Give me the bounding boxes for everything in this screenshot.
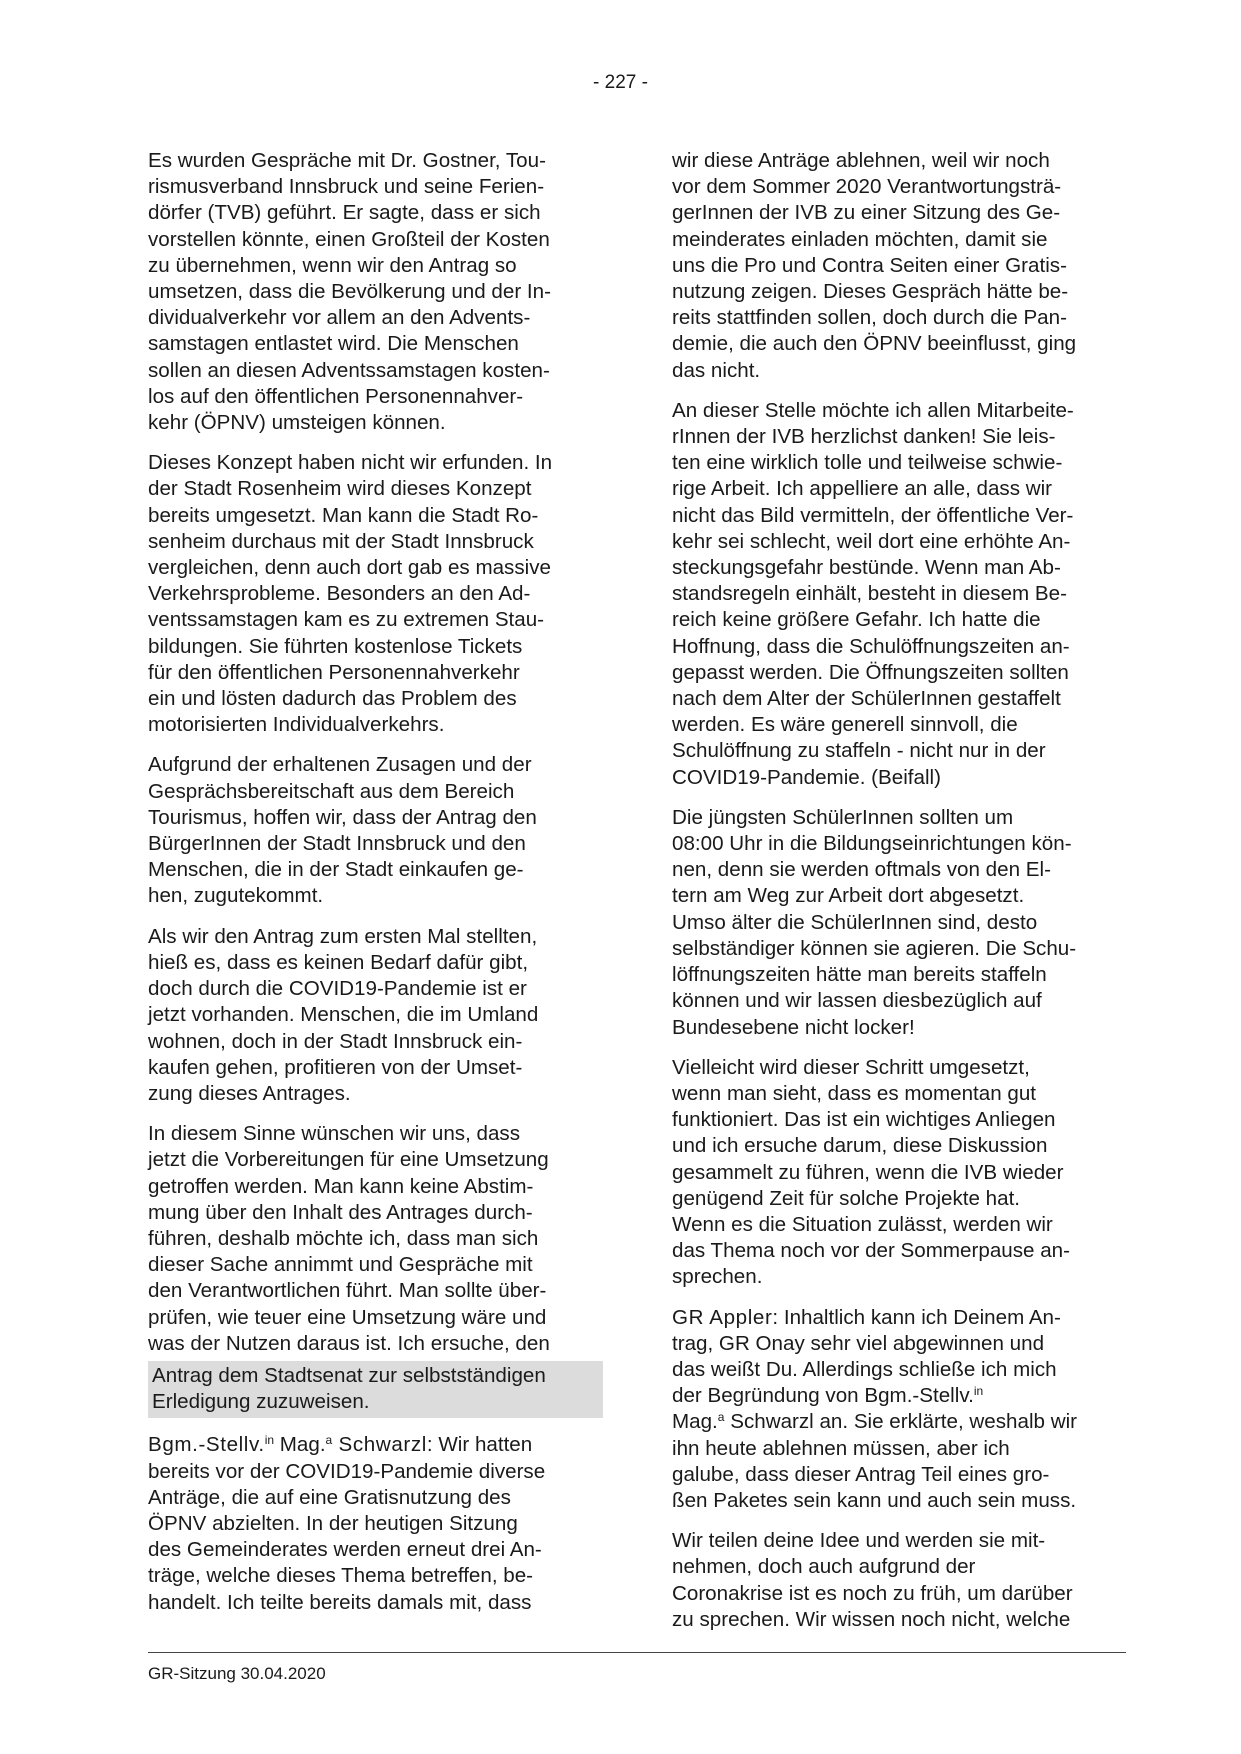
text-line: bildungen. Sie führten kostenlose Tickets — [148, 634, 523, 658]
text-line: vergleichen, denn auch dort gab es massive — [148, 556, 551, 580]
text-fragment: der Begründung von Bgm.-Stellv. — [672, 1384, 974, 1408]
text-line: Es wurden Gespräche mit Dr. Gostner, Tou- — [148, 149, 546, 172]
text-line: Erledigung zuzuweisen. — [152, 1390, 370, 1414]
speaker-line — [672, 1305, 1127, 1331]
text-line: vor dem Sommer 2020 Verantwortungsträ- — [672, 175, 1062, 199]
text-line: reits stattfinden sollen, doch durch die Pan- — [672, 306, 1067, 330]
text-line: genügend Zeit für solche Projekte hat. — [672, 1186, 1021, 1210]
left-column — [148, 148, 603, 1630]
text-fragment: : Inhaltlich kann ich Deinem An- — [772, 1305, 1061, 1329]
text-line: der Stadt Rosenheim wird dieses Konzept — [148, 477, 532, 501]
paragraph — [148, 1121, 603, 1357]
text-line: ßen Paketes sein kann und auch sein muss. — [672, 1488, 1077, 1512]
text-line: mung über den Inhalt des Antrages durch- — [148, 1200, 533, 1224]
text-line: samstagen entlastet wird. Die Menschen — [148, 332, 519, 356]
text-line: demie, die auch den ÖPNV beeinflusst, ging — [672, 332, 1077, 356]
text-fragment: Schwarzl an. Sie erklärte, weshalb wir — [724, 1410, 1078, 1434]
text-line — [672, 1383, 1127, 1409]
text-line: In diesem Sinne wünschen wir uns, dass — [148, 1122, 521, 1146]
text-line: kaufen gehen, profitieren von der Umset- — [148, 1055, 523, 1079]
text-line: das nicht. — [672, 358, 761, 382]
text-line: zu übernehmen, wenn wir den Antrag so — [148, 253, 517, 277]
paragraph — [148, 1432, 603, 1615]
text-line: werden. Es wäre generell sinnvoll, die — [672, 713, 1018, 737]
text-line: träge, welche dieses Thema betreffen, be- — [148, 1564, 534, 1588]
text-fragment: Mag. — [672, 1410, 718, 1434]
text-line: reich keine größere Gefahr. Ich hatte die — [672, 608, 1041, 632]
text-line: wohnen, doch in der Stadt Innsbruck ein- — [148, 1029, 523, 1053]
paragraph — [148, 924, 603, 1107]
text-line: senheim durchaus mit der Stadt Innsbruck — [148, 529, 534, 553]
text-line: für den öffentlichen Personennahverkehr — [148, 660, 520, 684]
text-line: Vielleicht wird dieser Schritt umgesetzt, — [672, 1055, 1030, 1079]
text-line: standsregeln einhält, besteht in diesem Be- — [672, 582, 1067, 606]
text-line: uns die Pro und Contra Seiten einer Gratis- — [672, 253, 1067, 277]
text-line: handelt. Ich teilte bereits damals mit, dass — [148, 1590, 532, 1614]
paragraph — [672, 1305, 1127, 1515]
text-line: nicht das Bild vermitteln, der öffentliche Ver- — [672, 503, 1074, 527]
text-line: umsetzen, dass die Bevölkerung und der In- — [148, 280, 551, 304]
text-line: Anträge, die auf eine Gratisnutzung des — [148, 1485, 511, 1509]
text-line: ein und lösten dadurch das Problem des — [148, 687, 517, 711]
text-line: gepasst werden. Die Öffnungszeiten sollten — [672, 660, 1069, 684]
text-line: das Thema noch vor der Sommerpause an- — [672, 1239, 1070, 1263]
text-line: kehr sei schlecht, weil dort eine erhöhte An- — [672, 529, 1071, 553]
text-line: jetzt vorhanden. Menschen, die im Umland — [148, 1003, 539, 1027]
text-line: bereits umgesetzt. Man kann die Stadt Ro- — [148, 503, 539, 527]
text-line: Als wir den Antrag zum ersten Mal stellten, — [148, 924, 538, 948]
text-line: prüfen, wie teuer eine Umsetzung wäre und — [148, 1305, 547, 1329]
text-line: 08:00 Uhr in die Bildungseinrichtungen kön- — [672, 832, 1072, 856]
text-line: selbständiger können sie agieren. Die Schu- — [672, 936, 1077, 960]
text-line: Verkehrsprobleme. Besonders an den Ad- — [148, 582, 531, 606]
text-line: meinderates einladen möchten, damit sie — [672, 227, 1048, 251]
text-line: dividualverkehr vor allem an den Advents- — [148, 306, 531, 330]
text-line: nehmen, doch auch aufgrund der — [672, 1555, 976, 1579]
text-line: jetzt die Vorbereitungen für eine Umsetzung — [148, 1148, 549, 1172]
text-line: nen, denn sie werden oftmals von den El- — [672, 858, 1051, 882]
paragraph — [672, 398, 1127, 791]
speaker-name: Bgm.-Stellv. — [148, 1433, 265, 1457]
paragraph — [672, 805, 1127, 1041]
text-line: rige Arbeit. Ich appelliere an alle, dass wir — [672, 477, 1053, 501]
superscript: a — [325, 1433, 333, 1448]
speaker-title: Mag. — [274, 1433, 326, 1457]
text-line: des Gemeinderates werden erneut drei An- — [148, 1538, 542, 1562]
text-line: rInnen der IVB herzlichst danken! Sie leis- — [672, 425, 1056, 449]
page-number: - 227 - — [593, 72, 648, 93]
speaker-name: GR Appler — [672, 1305, 773, 1329]
text-line: den Verantwortlichen führt. Man sollte über- — [148, 1279, 547, 1303]
text-line: nutzung zeigen. Dieses Gespräch hätte be- — [672, 280, 1069, 304]
text-line: Dieses Konzept haben nicht wir erfunden. In — [148, 451, 553, 475]
right-column — [672, 148, 1127, 1647]
text-line: los auf den öffentlichen Personennahver- — [148, 384, 524, 408]
text-line: Coronakrise ist es noch zu früh, um darüber — [672, 1581, 1073, 1605]
text-line: hieß es, dass es keinen Bedarf dafür gibt, — [148, 950, 529, 974]
text-line: trag, GR Onay sehr viel abgewinnen und — [672, 1331, 1045, 1355]
footer-divider — [148, 1652, 1126, 1653]
text-line: hen, zugutekommt. — [148, 884, 324, 908]
speaker-name: Schwarzl — [332, 1433, 427, 1457]
text-line: BürgerInnen der Stadt Innsbruck und den — [148, 832, 526, 856]
text-line: ihn heute ablehnen müssen, aber ich — [672, 1436, 1010, 1460]
text-line: das weißt Du. Allerdings schließe ich mich — [672, 1357, 1057, 1381]
text-line: wenn man sieht, dass es momentan gut — [672, 1081, 1037, 1105]
text-line: Wir teilen deine Idee und werden sie mit- — [672, 1529, 1046, 1553]
text-line: ÖPNV abzielten. In der heutigen Sitzung — [148, 1511, 518, 1535]
text-line: führen, deshalb möchte ich, dass man sich — [148, 1226, 539, 1250]
text-line: Antrag dem Stadtsenat zur selbstständigen — [152, 1363, 546, 1387]
text-line: funktioniert. Das ist ein wichtiges Anliegen — [672, 1108, 1056, 1132]
paragraph — [672, 1055, 1127, 1291]
text-line: rismusverband Innsbruck und seine Ferien- — [148, 175, 545, 199]
text-line: gerInnen der IVB zu einer Sitzung des Ge- — [672, 201, 1061, 225]
text-line: können und wir lassen diesbezüglich auf — [672, 989, 1042, 1013]
text-line: dörfer (TVB) geführt. Er sagte, dass er sich — [148, 201, 541, 225]
text-line: Umso älter die SchülerInnen sind, desto — [672, 910, 1038, 934]
text-line: doch durch die COVID19-Pandemie ist er — [148, 977, 527, 1001]
text-line — [672, 1409, 1127, 1435]
text-fragment: : Wir hatten — [426, 1433, 533, 1457]
text-line: was der Nutzen daraus ist. Ich ersuche, den — [148, 1331, 550, 1355]
text-line: Tourismus, hoffen wir, dass der Antrag den — [148, 805, 537, 829]
text-line: dieser Sache annimmt und Gespräche mit — [148, 1253, 533, 1277]
paragraph — [148, 148, 603, 436]
text-line: COVID19-Pandemie. (Beifall) — [672, 765, 941, 789]
text-line: nach dem Alter der SchülerInnen gestaffelt — [672, 687, 1061, 711]
text-line: wir diese Anträge ablehnen, weil wir noch — [672, 149, 1050, 172]
text-line: An dieser Stelle möchte ich allen Mitarbeite- — [672, 398, 1074, 422]
text-line: Aufgrund der erhaltenen Zusagen und der — [148, 753, 532, 777]
paragraph — [672, 1528, 1127, 1633]
text-line: gesammelt zu führen, wenn die IVB wieder — [672, 1160, 1064, 1184]
text-line: zu sprechen. Wir wissen noch nicht, welche — [672, 1607, 1071, 1631]
footer-text: GR-Sitzung 30.04.2020 — [148, 1664, 326, 1683]
text-line: steckungsgefahr bestünde. Wenn man Ab- — [672, 556, 1061, 580]
text-line: sprechen. — [672, 1265, 763, 1289]
text-line: galube, dass dieser Antrag Teil eines gro- — [672, 1462, 1050, 1486]
paragraph — [148, 752, 603, 909]
text-line: kehr (ÖPNV) umsteigen können. — [148, 411, 446, 435]
text-line: getroffen werden. Man kann keine Abstim- — [148, 1174, 534, 1198]
text-line: sollen an diesen Adventssamstagen kosten- — [148, 358, 550, 382]
text-line: ventssamstagen kam es zu extremen Stau- — [148, 608, 545, 632]
paragraph — [672, 148, 1127, 384]
paragraph — [148, 450, 603, 738]
text-line: Bundesebene nicht locker! — [672, 1015, 915, 1039]
text-line: Menschen, die in der Stadt einkaufen ge- — [148, 858, 524, 882]
text-line: Schulöffnung zu staffeln - nicht nur in der — [672, 739, 1046, 763]
text-line: bereits vor der COVID19-Pandemie diverse — [148, 1459, 546, 1483]
speaker-line — [148, 1432, 603, 1458]
text-line: löffnungszeiten hätte man bereits staffeln — [672, 963, 1047, 987]
text-line: motorisierten Individualverkehrs. — [148, 713, 445, 737]
text-line: Gesprächsbereitschaft aus dem Bereich — [148, 779, 515, 803]
text-line: Wenn es die Situation zulässt, werden wir — [672, 1212, 1053, 1236]
text-line: und ich ersuche darum, diese Diskussion — [672, 1134, 1048, 1158]
text-line: Die jüngsten SchülerInnen sollten um — [672, 805, 1014, 829]
text-line: tern am Weg zur Arbeit dort abgesetzt. — [672, 884, 1025, 908]
superscript: in — [264, 1433, 275, 1448]
superscript: in — [973, 1384, 984, 1399]
text-line: Hoffnung, dass die Schulöffnungszeiten an- — [672, 634, 1070, 658]
superscript: a — [717, 1410, 725, 1425]
text-line: ten eine wirklich tolle und teilweise schwie- — [672, 451, 1063, 475]
text-line: vorstellen könnte, einen Großteil der Kosten — [148, 227, 550, 251]
text-line: zung dieses Antrages. — [148, 1081, 351, 1105]
highlighted-motion — [148, 1361, 603, 1418]
